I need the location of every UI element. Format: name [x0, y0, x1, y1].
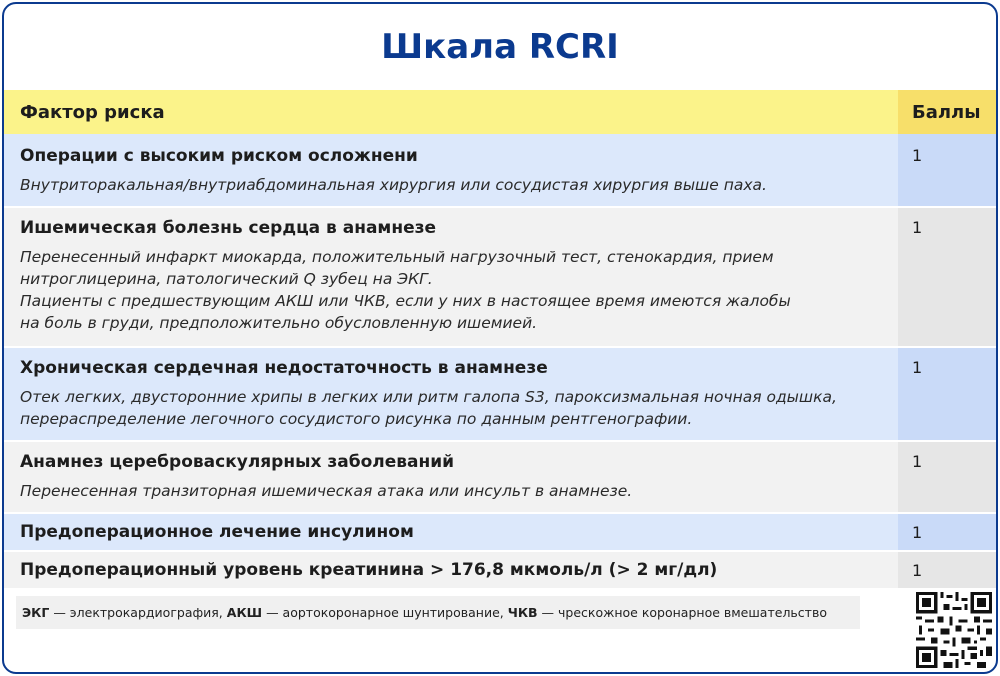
abbreviations-footnote — [16, 596, 860, 629]
points-value: 1 — [912, 522, 923, 542]
factor-cell — [4, 134, 898, 206]
factor-cell — [4, 552, 898, 588]
factor-description: Перенесенная транзиторная ишемическая атака или инсульт в анамнезе. — [20, 482, 633, 500]
factor-description: Перенесенный инфаркт миокарда, положительный нагрузочный тест, стенокардия, прием нитроглицерина, патологический Q зубец на ЭКГ. Пациенты с предшествующим АКШ или ЧКВ, если у них в настоящее время имеются жалобы на боль в груди, предположительно обусловленную ишемией. — [20, 248, 791, 332]
header-factor-cell — [4, 90, 898, 134]
page-title: Шкала RCRI — [381, 27, 619, 67]
points-value: 1 — [912, 452, 923, 471]
factor-title: Хроническая сердечная недостаточность в анамнезе — [20, 358, 548, 378]
abbr-ekg: ЭКГ — [22, 605, 50, 620]
points-cell — [898, 134, 996, 206]
header-points: Баллы — [912, 101, 981, 123]
points-cell — [898, 442, 996, 512]
points-value: 1 — [912, 146, 923, 165]
factor-title: Анамнез цереброваскулярных заболеваний — [20, 452, 455, 472]
qr-code-icon[interactable] — [916, 592, 992, 668]
table-row — [4, 348, 996, 440]
points-value: 1 — [912, 560, 923, 580]
abbr-aksh: АКШ — [226, 605, 263, 620]
rcri-card — [2, 2, 998, 674]
factor-cell — [4, 348, 898, 440]
header-points-cell — [898, 90, 996, 134]
points-cell — [898, 208, 996, 346]
factor-title: Предоперационный уровень креатинина > 176,8 мкмоль/л (> 2 мг/дл) — [20, 560, 718, 580]
abbr-aksh-text: — аортокоронарное шунтирование, — [262, 605, 508, 620]
header-factor: Фактор риска — [20, 101, 165, 123]
table-row — [4, 208, 996, 346]
factor-cell — [4, 514, 898, 550]
factor-cell — [4, 208, 898, 346]
factor-title: Предоперационное лечение инсулином — [20, 522, 414, 542]
points-value: 1 — [912, 358, 923, 377]
abbr-ekg-text: — электрокардиография, — [49, 605, 227, 620]
points-cell — [898, 552, 996, 588]
table-row — [4, 134, 996, 206]
table-row — [4, 514, 996, 550]
table-row — [4, 552, 996, 588]
table-row — [4, 442, 996, 512]
factor-description: Внутриторакальная/внутриабдоминальная хирургия или сосудистая хирургия выше паха. — [20, 176, 767, 194]
factor-title: Ишемическая болезнь сердца в анамнезе — [20, 218, 437, 238]
points-cell — [898, 348, 996, 440]
points-cell — [898, 514, 996, 550]
table-header — [4, 90, 996, 134]
abbr-chkv: ЧКВ — [507, 605, 538, 620]
rcri-table — [4, 90, 996, 588]
factor-description: Отек легких, двусторонние хрипы в легких или ритм галопа S3, пароксизмальная ночная одышка, перераспределение легочного сосудистого рисунка по данным рентгенографии. — [20, 388, 837, 428]
factor-cell — [4, 442, 898, 512]
factor-title: Операции с высоким риском осложнени — [20, 146, 418, 166]
points-value: 1 — [912, 218, 923, 237]
abbr-chkv-text: — чрескожное коронарное вмешательство — [537, 605, 827, 620]
